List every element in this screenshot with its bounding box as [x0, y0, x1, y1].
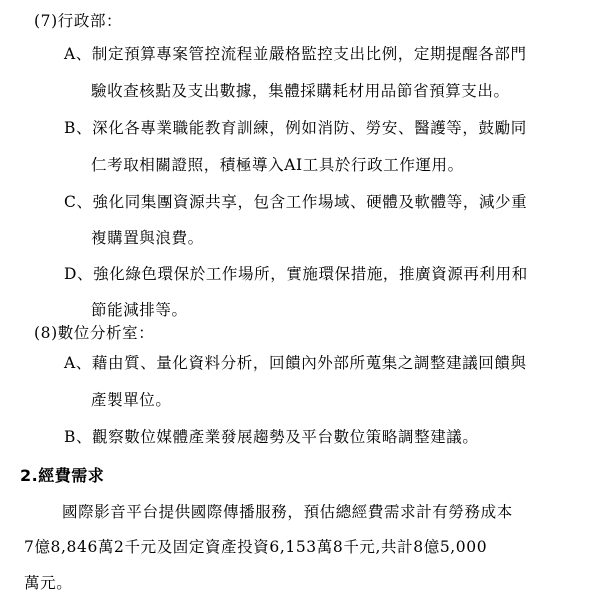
section-7-item-c-line-1: C、強化同集團資源共享，包含工作場域、硬體及軟體等，減少重: [64, 193, 528, 211]
section-7-label: (7)行政部：: [34, 12, 123, 30]
section-8-item-a-line-1: A、藉由質、量化資料分析，回饋內外部所蒐集之調整建議回饋與: [64, 354, 527, 372]
section-8-item-a-line-2: 產製單位。: [91, 391, 172, 409]
section-7-item-d-line-2: 節能減排等。: [91, 301, 188, 319]
section-8-label: (8)數位分析室：: [34, 324, 155, 342]
funding-heading: 2.經費需求: [20, 466, 105, 485]
funding-paragraph-line-3: 萬元。: [24, 574, 73, 592]
section-7-item-c-line-2: 複購置與浪費。: [91, 229, 204, 247]
section-7-item-b-line-2: 仁考取相關證照，積極導入AI工具於行政工作運用。: [91, 156, 464, 174]
funding-paragraph-line-2: 7億8,846萬2千元及固定資產投資6,153萬8千元,共計8億5,000: [24, 538, 488, 556]
section-7-item-a-line-2: 驗收查核點及支出數據，集體採購耗材用品節省預算支出。: [91, 82, 510, 100]
section-8-item-b-line-1: B、觀察數位媒體產業發展趨勢及平台數位策略調整建議。: [64, 428, 479, 446]
section-7-item-b-line-1: B、深化各專業職能教育訓練，例如消防、勞安、醫護等，鼓勵同: [64, 119, 527, 137]
section-7-item-d-line-1: D、強化綠色環保於工作場所，實施環保措施，推廣資源再利用和: [64, 265, 528, 283]
funding-paragraph-line-1: 國際影音平台提供國際傳播服務，預估總經費需求計有勞務成本: [62, 503, 513, 521]
section-7-item-a-line-1: A、制定預算專案管控流程並嚴格監控支出比例，定期提醒各部門: [64, 45, 527, 63]
